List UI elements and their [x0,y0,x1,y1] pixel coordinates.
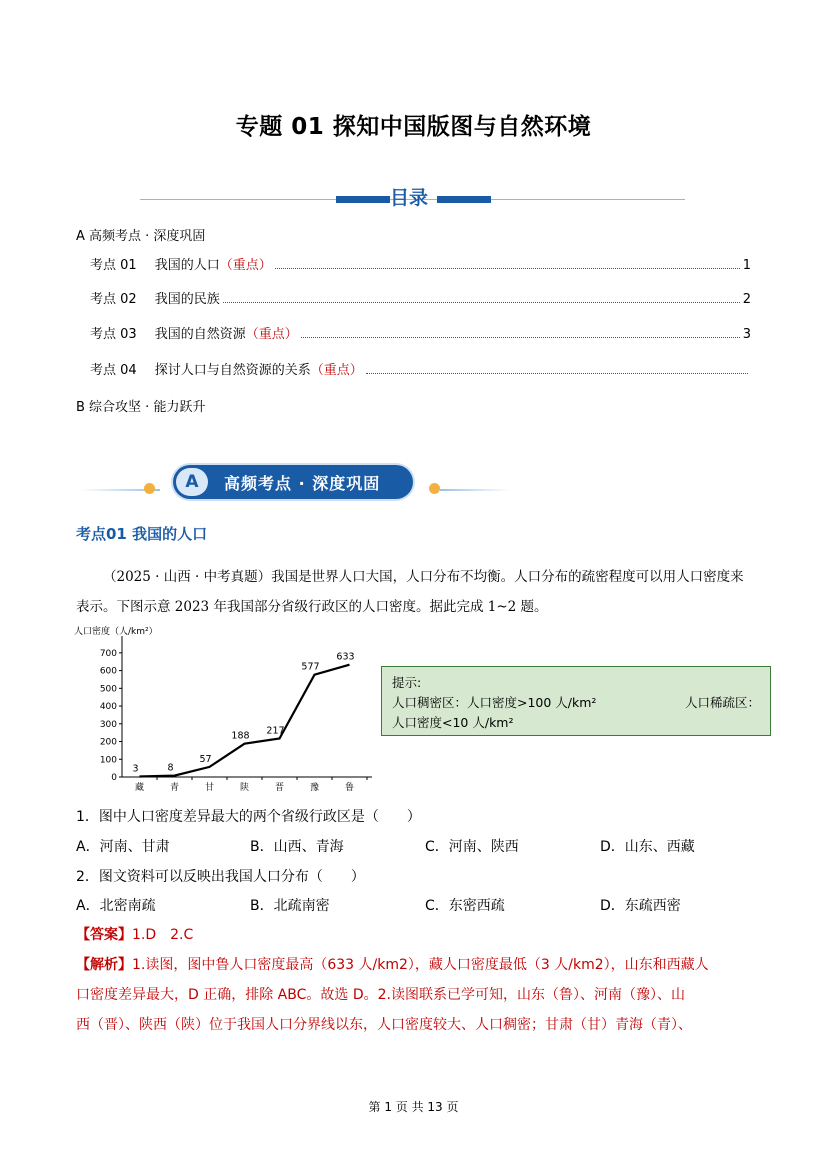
toc-section-b[interactable]: B 综合攻坚 · 能力跃升 [76,400,206,415]
x-tick-label: 甘 [204,783,215,793]
banner-text: 高频考点 · 深度巩固 [224,474,381,493]
y-tick-label: 600 [99,666,117,677]
y-tick-label: 500 [99,684,117,695]
data-label: 217 [266,725,285,737]
population-density-chart [72,622,372,797]
banner-line-right [440,489,510,491]
analysis [76,950,766,1040]
toc-item-1[interactable] [90,254,751,273]
toc-item-4[interactable] [90,359,751,378]
chart-ylabel: 人口密度（人/km²） [74,627,158,637]
analysis-line-3: 西（晋）、陕西（陕）位于我国人口分界线以东，人口密度较大、人口稠密；甘肃（甘）青海（青）、 [76,1017,692,1033]
answer-text: 1.D 2.C [132,927,194,943]
toc-item-no: 考点 01 [90,258,137,273]
answer-label: 【答案】 [76,927,132,943]
toc-item-no: 考点 02 [90,292,137,307]
data-label: 633 [336,651,355,663]
data-label: 57 [199,753,212,765]
question-2-stem: 2．图文资料可以反映出我国人口分布（ ） [76,869,365,885]
series-line [140,665,350,777]
toc-item-page: 1 [742,258,751,273]
x-tick-label: 藏 [134,783,145,793]
toc-item-label: 我国的人口 [154,258,220,273]
q2-option-c[interactable]: C．东密西疏 [425,898,505,914]
q1-option-b[interactable]: B．山西、青海 [250,839,344,855]
toc-item-label: 探讨人口与自然资源的关系 [154,363,311,378]
toc-item-tag: （重点） [219,258,272,273]
y-tick-label: 0 [111,773,117,783]
toc-bar-right [437,196,491,203]
hint-dense: 人口稠密区：人口密度>100 人/km² [392,695,597,710]
toc-item-page: 2 [742,292,751,307]
toc-leader [223,302,740,303]
analysis-label: 【解析】 [76,957,132,973]
q2-option-d[interactable]: D．东疏西密 [600,898,681,914]
analysis-line-1: 1.读图，图中鲁人口密度最高（633 人/km2），藏人口密度最低（3 人/km2），山东和西藏人 [132,957,709,973]
y-tick-label: 200 [99,737,117,748]
toc-item-tag: （重点） [245,327,298,342]
q1-option-d[interactable]: D．山东、西藏 [600,839,695,855]
q1-option-a[interactable]: A．河南、甘肃 [76,839,170,855]
x-tick-label: 青 [169,783,180,793]
q2-option-a[interactable]: A．北密南疏 [76,898,156,914]
toc-item-label: 我国的自然资源 [154,327,246,342]
toc-item-3[interactable] [90,323,751,342]
y-tick-label: 400 [99,702,117,713]
page-title: 专题 01 探知中国版图与自然环境 [235,114,592,140]
banner-dot-left [144,483,155,494]
intro-paragraph: （2025 · 山西 · 中考真题）我国是世界人口大国，人口分布不均衡。人口分布的疏密程度可以用人口密度来表示。下图示意 2023 年我国部分省级行政区的人口密度。据此完成 1~2 题。 [76,569,744,615]
data-label: 188 [231,730,250,742]
toc-leader [275,268,740,269]
banner-dot-right [429,483,440,494]
toc-item-tag: （重点） [310,363,363,378]
banner-letter: A [176,468,208,496]
hint-title: 提示: [392,675,422,690]
hint-sparse: 人口密度<10 人/km² [392,715,514,730]
x-tick-label: 陕 [239,783,250,793]
toc-item-page: 3 [742,327,751,342]
toc-leader [301,337,740,338]
x-tick-label: 鲁 [344,783,355,793]
question-1-stem: 1．图中人口密度差异最大的两个省级行政区是（ ） [76,809,421,825]
toc-heading: 目录 [390,187,429,209]
data-label: 3 [132,763,139,775]
analysis-line-2: 口密度差异最大，D 正确，排除 ABC。故选 D。2.读图联系已学可知，山东（鲁）、河南（豫）、山 [76,987,685,1003]
x-tick-label: 晋 [274,783,285,793]
toc-item-no: 考点 04 [90,363,137,378]
y-tick-label: 700 [99,648,117,659]
answer [76,920,193,950]
hint-sparse-label: 人口稀疏区： [684,695,760,710]
y-tick-label: 300 [99,719,117,730]
q1-option-c[interactable]: C．河南、陕西 [425,839,519,855]
page-footer: 第 1 页 共 13 页 [368,1100,459,1114]
toc-section-a[interactable]: A 高频考点 · 深度巩固 [76,229,206,244]
data-label: 8 [167,762,174,774]
kaodian-heading: 考点01 我国的人口 [76,525,208,543]
x-tick-label: 豫 [309,783,320,793]
hint-box [381,666,771,736]
toc-item-label: 我国的民族 [154,292,220,307]
toc-leader [366,373,748,374]
data-label: 577 [301,661,320,673]
toc-bar-left [336,196,390,203]
q2-option-b[interactable]: B．北疏南密 [250,898,330,914]
y-tick-label: 100 [99,755,117,766]
toc-item-2[interactable] [90,288,751,307]
toc-item-no: 考点 03 [90,327,137,342]
